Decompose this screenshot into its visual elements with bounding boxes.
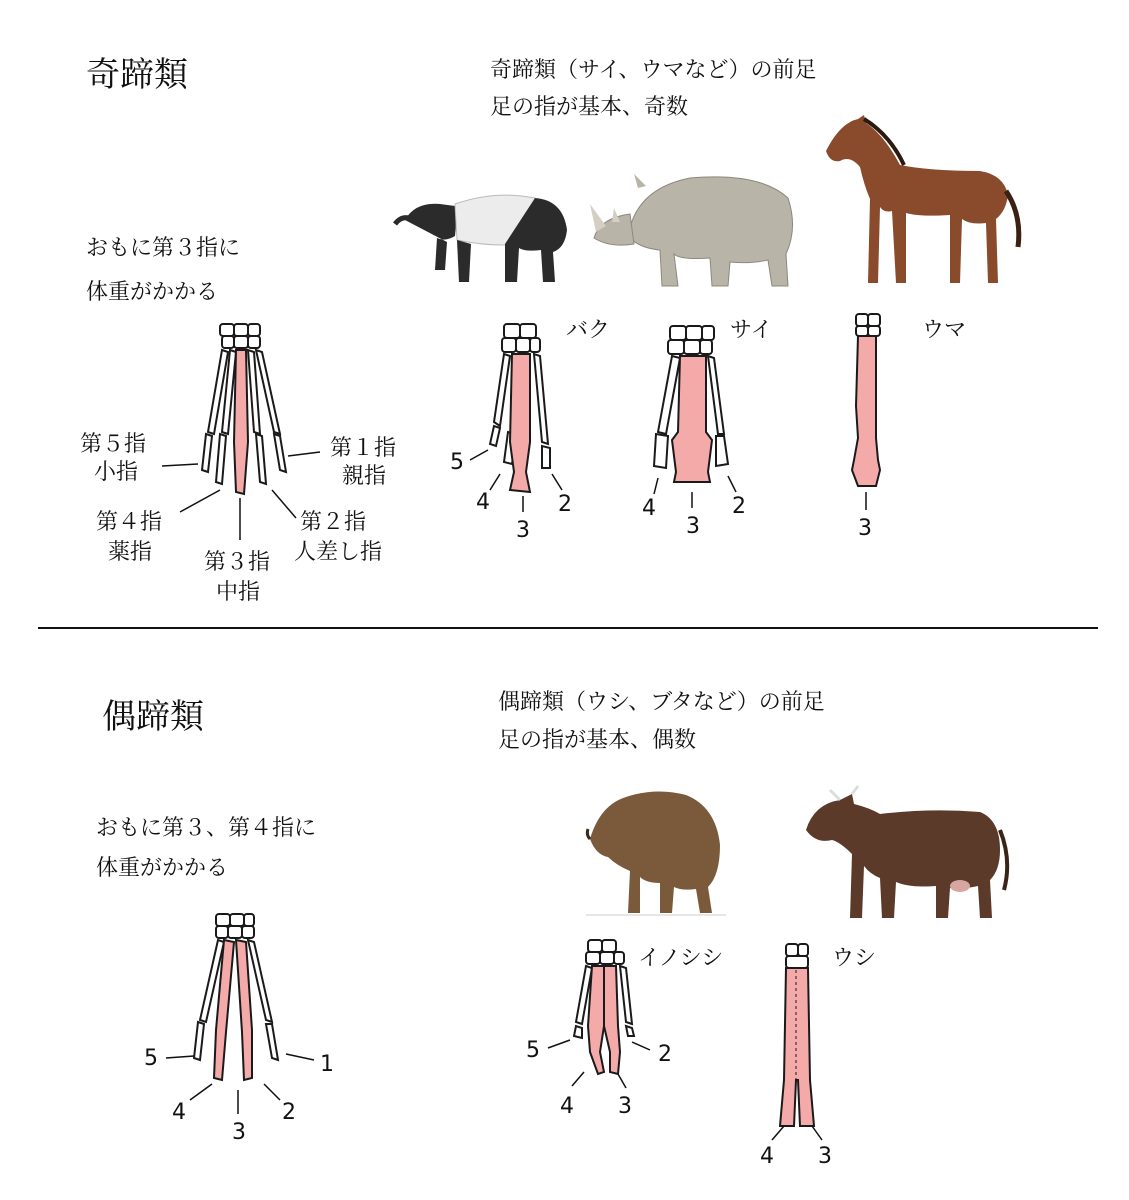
cow-digit4-number: 4 xyxy=(760,1144,774,1169)
even-digit1-number: 1 xyxy=(320,1052,334,1077)
even-digit4-number: 4 xyxy=(172,1100,186,1125)
boar-digit4-number: 4 xyxy=(560,1094,574,1119)
horse-label: ウマ xyxy=(922,318,967,343)
digit5-name: 小指 xyxy=(94,460,139,485)
boar-digit3-number: 3 xyxy=(618,1094,632,1119)
tapir-digit3-number: 3 xyxy=(516,518,530,543)
even-weight-line2: 体重がかかる xyxy=(96,856,229,881)
digit1-label: 第１指 xyxy=(330,436,397,461)
tapir-digit4-number: 4 xyxy=(476,490,490,515)
even-weight-line1: おもに第３、第４指に xyxy=(96,816,317,841)
rhino-label: サイ xyxy=(730,318,773,343)
digit5-label: 第５指 xyxy=(80,432,147,457)
even-digit3-number: 3 xyxy=(232,1120,246,1145)
digit2-label: 第２指 xyxy=(300,510,367,535)
even-section-title: 偶蹄類 xyxy=(102,697,204,737)
tapir-label: バク xyxy=(566,318,611,343)
cow-digit3-number: 3 xyxy=(818,1144,832,1169)
even-description-line1: 偶蹄類（ウシ、ブタなど）の前足 xyxy=(498,690,825,715)
tapir-digit5-number: 5 xyxy=(450,450,464,475)
even-description-line2: 足の指が基本、偶数 xyxy=(498,728,697,753)
rhino-digit2-number: 2 xyxy=(732,494,746,519)
boar-label: イノシシ xyxy=(638,946,724,971)
odd-section-title: 奇蹄類 xyxy=(86,55,188,95)
rhino-digit3-number: 3 xyxy=(686,514,700,539)
digit1-name: 親指 xyxy=(342,464,387,489)
odd-weight-line1: おもに第３指に xyxy=(86,236,241,261)
odd-description-line2: 足の指が基本、奇数 xyxy=(490,95,689,120)
odd-weight-line2: 体重がかかる xyxy=(86,280,219,305)
rhino-digit4-number: 4 xyxy=(642,496,656,521)
boar-digit2-number: 2 xyxy=(658,1042,672,1067)
digit2-name: 人差し指 xyxy=(294,540,383,565)
tapir-digit2-number: 2 xyxy=(558,492,572,517)
horse-digit3-number: 3 xyxy=(858,516,872,541)
cow-label: ウシ xyxy=(832,946,877,971)
digit3-name: 中指 xyxy=(216,580,261,605)
even-digit2-number: 2 xyxy=(282,1100,296,1125)
even-digit5-number: 5 xyxy=(144,1046,158,1071)
digit4-label: 第４指 xyxy=(96,510,163,535)
digit3-label: 第３指 xyxy=(204,550,271,575)
odd-description-line1: 奇蹄類（サイ、ウマなど）の前足 xyxy=(490,58,817,83)
boar-digit5-number: 5 xyxy=(526,1038,540,1063)
digit4-name: 薬指 xyxy=(108,540,153,565)
